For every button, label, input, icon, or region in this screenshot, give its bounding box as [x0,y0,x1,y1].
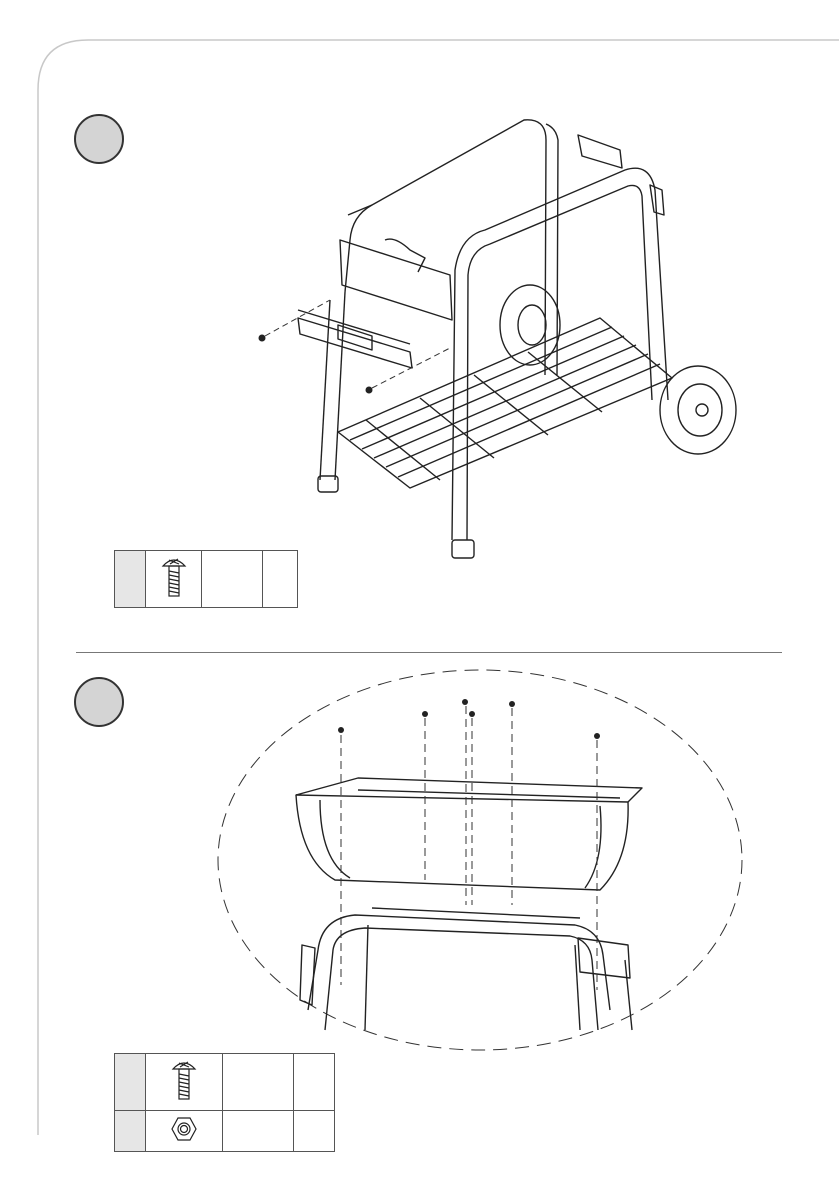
parts-row-marker [115,1054,146,1111]
hex-nut-icon [164,1114,204,1144]
part-name-cell [223,1111,294,1152]
step-2-parts-table [114,1053,335,1152]
part-icon-cell [146,1111,223,1152]
screw-icon [171,1057,197,1103]
parts-row-marker [115,1111,146,1152]
part-name-cell [223,1054,294,1111]
parts-row [115,1111,335,1152]
part-qty-cell [294,1111,335,1152]
parts-row [115,1054,335,1111]
part-icon-cell [146,1054,223,1111]
part-qty-cell [294,1054,335,1111]
